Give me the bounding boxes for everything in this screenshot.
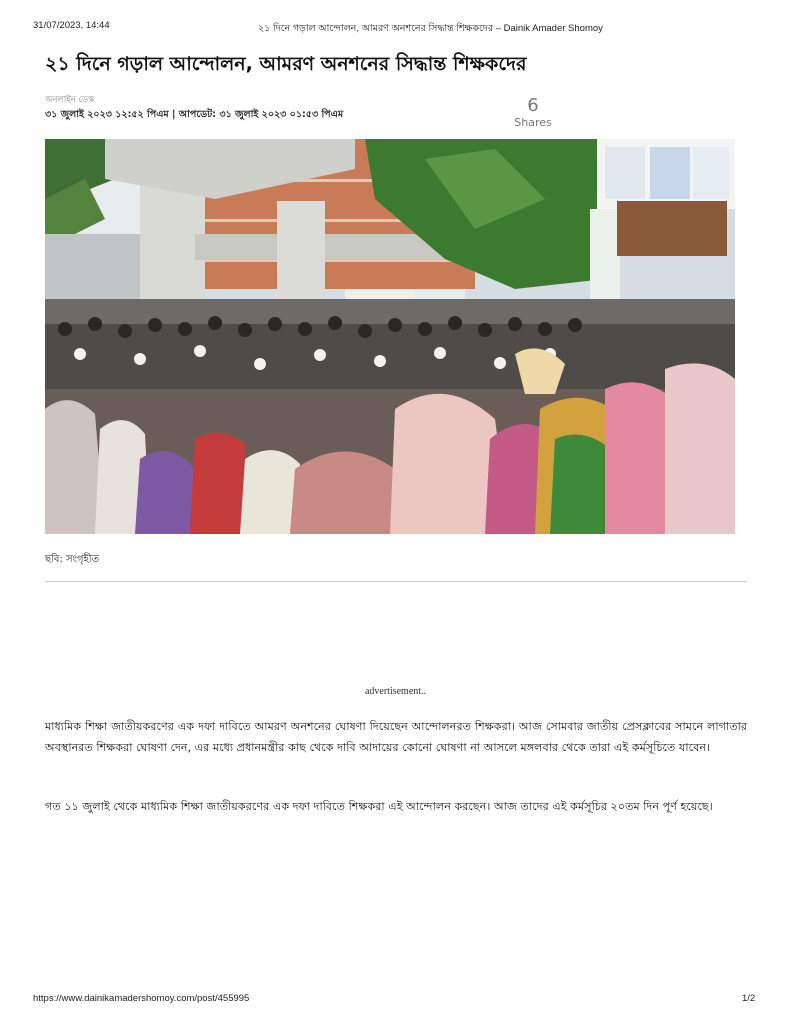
print-page-title: ২১ দিনে গড়াল আন্দোলন, আমরণ অনশনের সিদ্ধান্ত শিক্ষকদের – Dainik Amader Shomoy	[258, 23, 603, 34]
article-paragraph: মাধ্যমিক শিক্ষা জাতীয়করণের এক দফা দাবিতে আমরণ অনশনের ঘোষণা দিয়েছেন আন্দোলনরত শিক্ষকরা। আজ সোমবার জাতীয় প্রেসক্লাবের সামনে লাগাতার অবস্থানরত শিক্ষকরা ঘোষণা দেন, এর মধ্যে প্রধানমন্ত্রীর কাছ থেকে দাবি আদায়ের কোনো ঘোষণা না আসলে মঙ্গলবার থেকে তারা এই কর্মসূচিতে যাবেন।	[45, 720, 747, 754]
article-photo	[45, 139, 735, 534]
article-author: অনলাইন ডেস্ক	[45, 95, 95, 105]
print-page-number: 1/2	[742, 993, 756, 1004]
share-counter[interactable]	[505, 96, 561, 129]
print-url[interactable]: https://www.dainikamadershomoy.com/post/455995	[33, 993, 250, 1004]
article-paragraph: গত ১১ জুলাই থেকে মাধ্যমিক শিক্ষা জাতীয়করণের এক দফা দাবিতে শিক্ষকরা এই আন্দোলন করছেন। আজ তাদের এই কর্মসূচির ২০তম দিন পূর্ণ হয়েছে।	[45, 800, 713, 813]
article-headline: ২১ দিনে গড়াল আন্দোলন, আমরণ অনশনের সিদ্ধান্ত শিক্ষকদের	[45, 53, 527, 75]
photo-caption: ছবি: সংগৃহীত	[45, 554, 100, 565]
print-date: 31/07/2023, 14:44	[33, 20, 110, 31]
share-count: 6	[527, 95, 539, 116]
article-dates: ৩১ জুলাই ২০২৩ ১২:৫২ পিএম | আপডেট: ৩১ জুলাই ২০২৩ ০১:৫৩ পিএম	[45, 109, 344, 120]
protest-photo-illustration	[45, 139, 735, 534]
share-label: Shares	[514, 116, 552, 129]
advertisement-label: advertisement..	[364, 686, 427, 697]
divider	[45, 581, 747, 582]
